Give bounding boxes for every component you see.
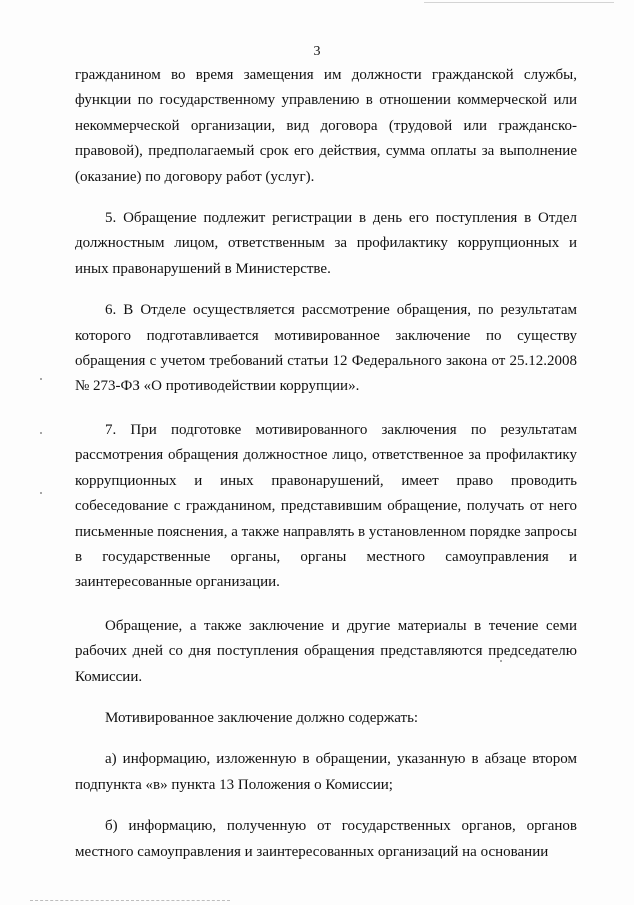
scan-edge-line [424, 2, 614, 3]
paragraph-conclusion-contents: Мотивированное заключение должно содержать: [105, 709, 419, 726]
scan-speck [500, 660, 502, 662]
scan-speck [40, 492, 42, 494]
paragraph-materials: Обращение, а также заключение и другие материалы в течение семи рабочих дней со дня поступления обращения представляются председателю Комиссии. [75, 617, 577, 685]
page-number: 3 [313, 44, 321, 59]
paragraph-item-6: 6. В Отделе осуществляется рассмотрение обращения, по результатам которого подготавливается мотивированное заключение по существу обращения с учетом требований статьи 12 Федерального закона от 25.12.2008 № 273-ФЗ «О противодействии коррупции». [75, 302, 577, 395]
paragraph-item-7: 7. При подготовке мотивированного заключения по результатам рассмотрения обращения должностное лицо, ответственное за профилактику коррупционных и иных правонарушений, имеет право проводить собеседование с гражданином, представившим обращение, получать от него письменные пояснения, а также направлять в установленном порядке запросы в государственные органы, органы местного самоуправления и заинтересованные организации. [75, 421, 577, 591]
paragraph-item-5: 5. Обращение подлежит регистрации в день его поступления в Отдел должностным лицом, ответственным за профилактику коррупционных и иных правонарушений в Министерстве. [75, 210, 577, 277]
scan-speck [40, 432, 42, 434]
document-body [75, 63, 577, 865]
scan-speck [40, 378, 42, 380]
scan-edge-line [30, 899, 230, 901]
paragraph-continuation: гражданином во время замещения им должности гражданской службы, функции по государственному управлению в отношении коммерческой или некоммерческой организации, вид договора (трудовой или гражданско-правовой), предполагаемый срок его действия, сумма оплаты за выполнение (оказание) по договору работ (услуг). [75, 67, 577, 185]
paragraph-subitem-b: б) информацию, полученную от государственных органов, органов местного самоуправления и заинтересованных организаций на основании [75, 818, 577, 860]
paragraph-subitem-a: а) информацию, изложенную в обращении, указанную в абзаце втором подпункта «в» пункта 13 Положения о Комиссии; [75, 751, 577, 793]
